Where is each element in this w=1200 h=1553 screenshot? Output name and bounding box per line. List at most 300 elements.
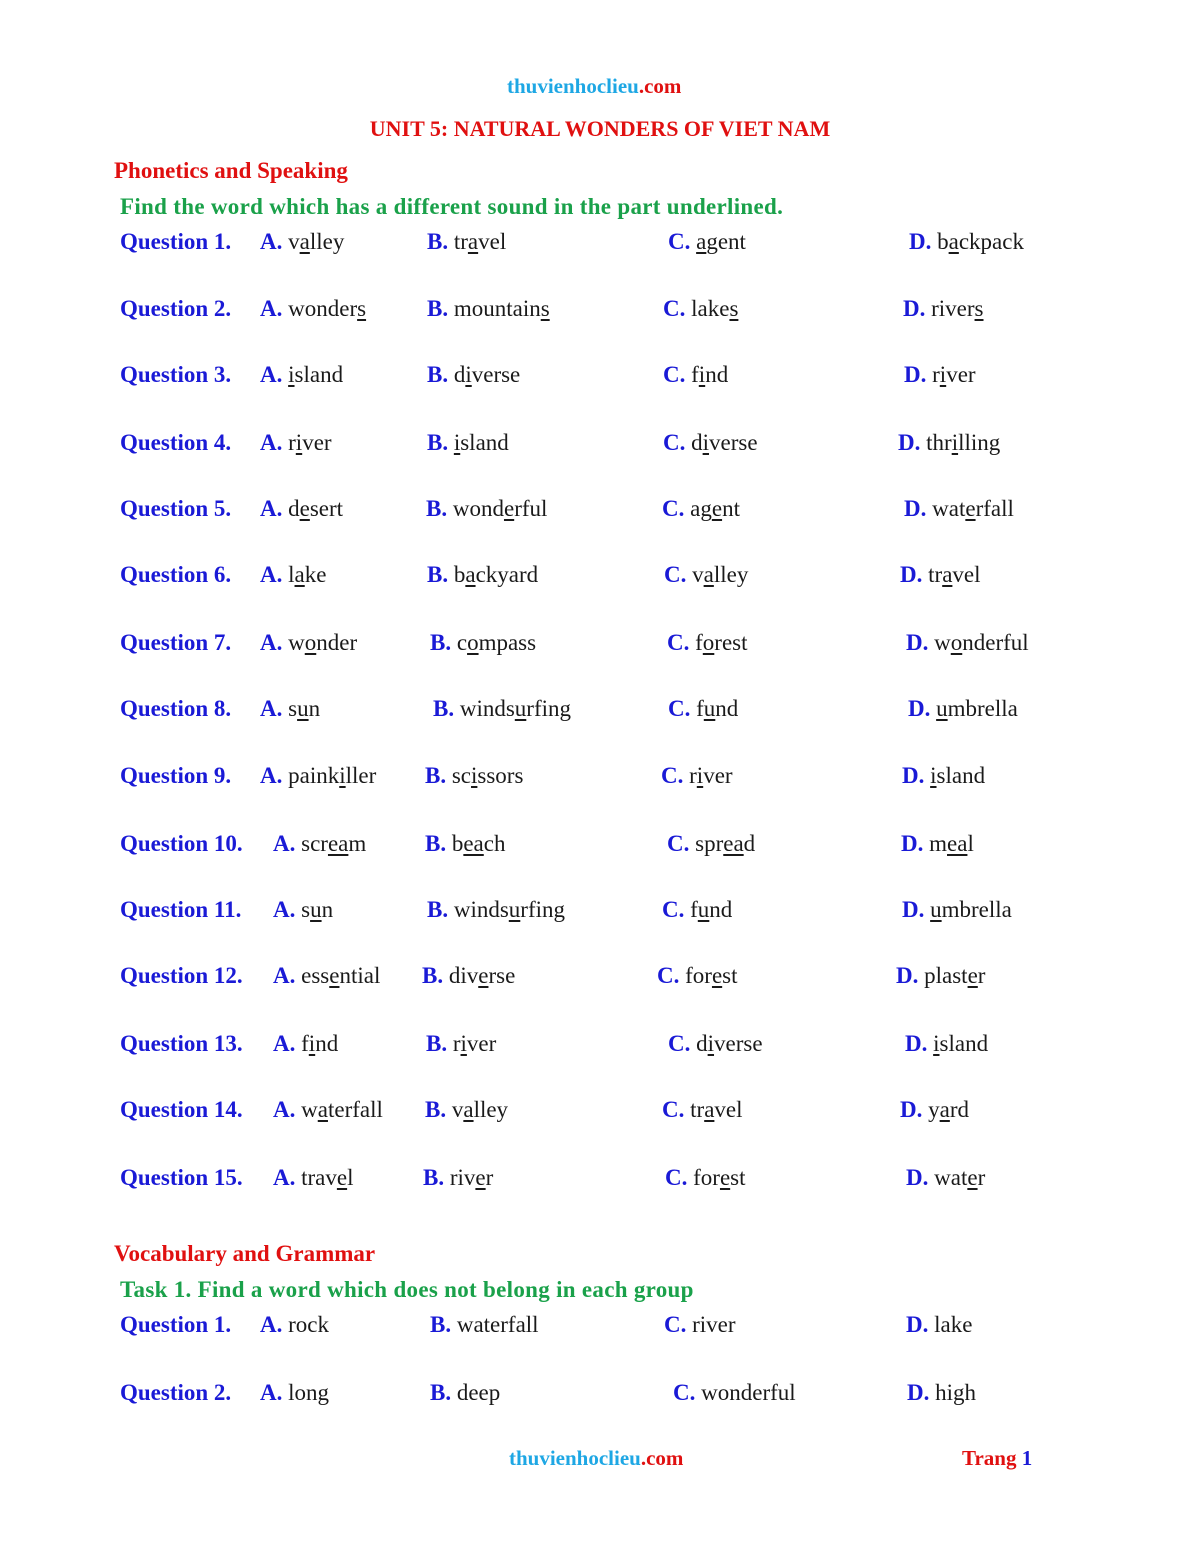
word-prefix: b	[451, 831, 464, 856]
option-word	[453, 496, 548, 521]
answer-option-a	[273, 831, 366, 857]
word-underlined-part: s	[729, 296, 739, 321]
word-underlined-part: ea	[947, 831, 968, 856]
section-heading-phonetics: Phonetics and Speaking	[114, 158, 348, 183]
header-site-name-part1: thuvienhoclieu	[507, 74, 639, 98]
word-suffix: n	[308, 696, 321, 721]
option-letter: A.	[273, 1165, 296, 1190]
answer-option-d	[902, 763, 985, 789]
word-prefix: c	[456, 630, 468, 655]
answer-option-c	[661, 763, 733, 789]
option-letter: C.	[663, 296, 686, 321]
word-prefix: wonder	[288, 296, 358, 321]
option-word	[685, 963, 737, 988]
answer-option-a	[260, 496, 343, 522]
word-underlined-part: e	[965, 496, 976, 521]
word-underlined-part: a	[704, 1097, 715, 1122]
option-letter: C.	[663, 430, 686, 455]
option-word	[454, 296, 550, 321]
word-underlined-part: a	[463, 1097, 474, 1122]
word-suffix: lley	[473, 1097, 509, 1122]
word-prefix: riv	[449, 1165, 476, 1190]
word-suffix: ckpack	[958, 229, 1024, 254]
option-word	[696, 229, 746, 254]
option-word	[288, 1380, 329, 1405]
answer-option-d	[900, 1097, 969, 1123]
option-word	[288, 296, 366, 321]
word-prefix: w	[934, 630, 951, 655]
option-letter: C.	[667, 630, 690, 655]
answer-option-b	[426, 496, 547, 522]
answer-option-d	[896, 963, 985, 989]
option-letter: A.	[273, 897, 296, 922]
word-prefix: ag	[690, 496, 712, 521]
word-suffix: rfing	[526, 696, 572, 721]
word-prefix: wat	[932, 496, 966, 521]
answer-option-d	[904, 496, 1014, 522]
word-underlined-part: i	[698, 362, 706, 387]
answer-option-a	[260, 763, 376, 789]
option-word	[690, 496, 740, 521]
word-underlined-part: u	[697, 897, 710, 922]
word-prefix: sc	[451, 763, 472, 788]
option-letter: C.	[668, 1031, 691, 1056]
option-word	[934, 1312, 972, 1337]
option-word	[288, 630, 357, 655]
word-underlined-part: s	[974, 296, 984, 321]
word-suffix: rest	[714, 630, 748, 655]
option-letter: A.	[260, 562, 283, 587]
word-prefix: rock	[288, 1312, 329, 1337]
word-underlined-part: i	[930, 763, 937, 788]
word-suffix: nderful	[962, 630, 1029, 655]
word-prefix: for	[693, 1165, 720, 1190]
word-suffix: n	[321, 897, 334, 922]
option-letter: C.	[668, 696, 691, 721]
question-label: Question 5.	[120, 496, 232, 521]
word-underlined-part: e	[967, 963, 978, 988]
word-prefix: wat	[934, 1165, 968, 1190]
option-word	[288, 763, 376, 788]
option-letter: A.	[260, 630, 283, 655]
option-word	[457, 1380, 500, 1405]
option-letter: B.	[423, 1165, 445, 1190]
option-letter: A.	[260, 1380, 283, 1405]
option-word	[460, 696, 571, 721]
option-word	[288, 562, 326, 587]
option-letter: A.	[260, 496, 283, 521]
word-underlined-part: e	[478, 963, 489, 988]
option-word	[926, 430, 1000, 455]
header-site-name	[507, 74, 681, 99]
word-prefix: m	[929, 831, 948, 856]
word-prefix: f	[696, 696, 704, 721]
answer-option-d	[906, 630, 1029, 656]
option-letter: D.	[896, 963, 919, 988]
option-letter: D.	[904, 496, 927, 521]
word-suffix: r	[977, 963, 986, 988]
option-letter: C.	[665, 1165, 688, 1190]
word-prefix: s	[288, 696, 298, 721]
option-letter: B.	[427, 897, 449, 922]
word-prefix: wond	[452, 496, 504, 521]
answer-option-a	[260, 630, 357, 656]
word-underlined-part: i	[308, 1031, 316, 1056]
word-suffix: mpass	[478, 630, 537, 655]
word-prefix: r	[452, 1031, 461, 1056]
option-letter: B.	[426, 496, 448, 521]
word-prefix: long	[288, 1380, 330, 1405]
answer-option-b	[423, 1165, 493, 1191]
word-underlined-part: a	[467, 229, 479, 254]
option-letter: B.	[433, 696, 455, 721]
answer-option-c	[664, 562, 748, 588]
option-word	[690, 897, 732, 922]
option-letter: B.	[427, 296, 449, 321]
option-word	[930, 763, 985, 788]
option-letter: C.	[661, 763, 684, 788]
word-prefix: r	[689, 763, 697, 788]
answer-option-a	[273, 1031, 338, 1057]
option-letter: C.	[657, 963, 680, 988]
word-underlined-part: i	[951, 430, 959, 455]
option-word	[452, 763, 524, 788]
word-underlined-part: o	[467, 630, 479, 655]
option-letter: D.	[900, 1097, 923, 1122]
question-label: Question 1.	[120, 229, 232, 254]
word-underlined-part: a	[948, 229, 959, 254]
answer-option-b	[427, 897, 565, 923]
answer-option-c	[665, 1165, 746, 1191]
option-letter: D.	[902, 897, 925, 922]
word-suffix: sland	[294, 362, 344, 387]
word-underlined-part: ea	[327, 831, 349, 856]
word-suffix: nd	[315, 1031, 339, 1056]
answer-option-d	[902, 897, 1012, 923]
word-suffix: verse	[709, 430, 758, 455]
option-letter: A.	[260, 763, 283, 788]
option-letter: D.	[898, 430, 921, 455]
option-letter: B.	[426, 1031, 448, 1056]
option-letter: C.	[668, 229, 691, 254]
word-suffix: st	[730, 1165, 746, 1190]
option-word	[691, 430, 757, 455]
word-prefix: v	[692, 562, 704, 587]
word-prefix: r	[288, 430, 296, 455]
word-prefix: b	[453, 562, 466, 587]
answer-option-c	[663, 296, 738, 322]
answer-option-b	[425, 831, 505, 857]
option-letter: A.	[273, 831, 296, 856]
word-prefix: d	[696, 1031, 708, 1056]
word-suffix: rful	[514, 496, 548, 521]
option-word	[937, 229, 1024, 254]
word-suffix: vel	[952, 562, 981, 587]
option-word	[457, 630, 536, 655]
word-suffix: verse	[714, 1031, 763, 1056]
page-number: 1	[1021, 1446, 1033, 1470]
word-underlined-part: e	[336, 1165, 348, 1190]
answer-option-d	[907, 1380, 976, 1406]
option-word	[934, 630, 1029, 655]
word-suffix: lley	[713, 562, 749, 587]
word-prefix: thr	[926, 430, 952, 455]
word-underlined-part: i	[939, 362, 947, 387]
option-word	[701, 1380, 796, 1405]
question-label: Question 1.	[120, 1312, 232, 1337]
word-prefix: river	[931, 296, 975, 321]
answer-option-d	[904, 362, 976, 388]
word-underlined-part: i	[295, 430, 303, 455]
word-underlined-part: i	[460, 1031, 467, 1056]
option-word	[931, 296, 983, 321]
word-prefix: spr	[695, 831, 724, 856]
word-suffix: verse	[471, 362, 521, 387]
question-label: Question 9.	[120, 763, 232, 788]
word-prefix: ess	[301, 963, 330, 988]
word-prefix: l	[288, 562, 295, 587]
option-letter: B.	[430, 630, 452, 655]
answer-option-a	[260, 362, 343, 388]
word-underlined-part: a	[317, 1097, 328, 1122]
option-letter: D.	[909, 229, 932, 254]
option-letter: B.	[427, 362, 449, 387]
word-suffix: m	[348, 831, 367, 856]
answer-option-a	[273, 897, 333, 923]
word-prefix: lake	[934, 1312, 973, 1337]
answer-option-b	[427, 562, 538, 588]
word-prefix: mountain	[453, 296, 541, 321]
word-prefix: f	[691, 362, 699, 387]
option-word	[696, 1031, 762, 1056]
word-suffix: l	[967, 831, 974, 856]
question-label: Question 7.	[120, 630, 232, 655]
option-word	[301, 1031, 338, 1056]
word-suffix: st	[722, 963, 738, 988]
option-letter: B.	[425, 831, 447, 856]
option-word	[452, 1097, 508, 1122]
option-word	[693, 1165, 745, 1190]
word-underlined-part: u	[936, 696, 948, 721]
word-underlined-part: i	[702, 430, 710, 455]
answer-option-d	[906, 1165, 985, 1191]
option-letter: A.	[260, 296, 283, 321]
answer-option-b	[425, 1097, 508, 1123]
option-word	[695, 831, 755, 856]
word-underlined-part: ea	[723, 831, 744, 856]
word-prefix: r	[932, 362, 940, 387]
word-prefix: winds	[453, 897, 509, 922]
answer-option-a	[260, 1312, 329, 1338]
option-word	[288, 696, 320, 721]
answer-option-d	[901, 831, 974, 857]
question-label: Question 12.	[120, 963, 243, 988]
word-prefix: v	[451, 1097, 464, 1122]
option-letter: A.	[273, 1031, 296, 1056]
word-underlined-part: e	[711, 963, 723, 988]
option-letter: D.	[904, 362, 927, 387]
word-prefix: plast	[924, 963, 968, 988]
answer-option-c	[668, 229, 746, 255]
option-letter: A.	[260, 696, 283, 721]
word-prefix: paink	[288, 763, 340, 788]
word-prefix: river	[692, 1312, 736, 1337]
option-letter: D.	[905, 1031, 928, 1056]
answer-option-c	[668, 696, 738, 722]
answer-option-a	[260, 229, 344, 255]
word-underlined-part: a	[942, 562, 953, 587]
option-letter: A.	[260, 362, 283, 387]
option-letter: C.	[662, 496, 685, 521]
option-letter: A.	[273, 1097, 296, 1122]
word-prefix: d	[453, 362, 466, 387]
answer-option-b	[430, 1380, 500, 1406]
header-site-name-part2: .com	[638, 74, 682, 98]
option-word	[932, 362, 975, 387]
word-underlined-part: o	[304, 630, 317, 655]
word-underlined-part: u	[508, 897, 521, 922]
option-letter: D.	[906, 630, 929, 655]
answer-option-c	[673, 1380, 796, 1406]
option-word	[449, 963, 515, 988]
word-suffix: ver	[302, 430, 332, 455]
word-underlined-part: i	[339, 763, 346, 788]
option-letter: B.	[430, 1312, 452, 1337]
answer-option-c	[662, 897, 732, 923]
word-prefix: b	[937, 229, 949, 254]
word-underlined-part: e	[719, 1165, 731, 1190]
word-underlined-part: a	[299, 229, 310, 254]
answer-option-c	[657, 963, 738, 989]
instruction-task1: Task 1. Find a word which does not belong in each group	[120, 1277, 694, 1302]
word-suffix: lling	[958, 430, 1001, 455]
option-letter: D.	[908, 696, 931, 721]
answer-option-d	[906, 1312, 972, 1338]
question-label: Question 2.	[120, 296, 232, 321]
word-suffix: nd	[715, 696, 739, 721]
option-word	[928, 562, 980, 587]
option-word	[288, 430, 331, 455]
answer-option-d	[898, 430, 1000, 456]
word-underlined-part: i	[933, 1031, 940, 1056]
word-prefix: high	[935, 1380, 977, 1405]
option-word	[695, 630, 747, 655]
word-underlined-part: s	[540, 296, 550, 321]
option-word	[936, 696, 1018, 721]
answer-option-d	[905, 1031, 988, 1057]
question-label: Question 2.	[120, 1380, 232, 1405]
option-word	[932, 496, 1014, 521]
option-letter: C.	[667, 831, 690, 856]
word-prefix: tr	[690, 1097, 705, 1122]
word-suffix: mbrella	[947, 696, 1018, 721]
option-letter: D.	[902, 763, 925, 788]
answer-option-b	[427, 430, 509, 456]
word-underlined-part: a	[294, 562, 305, 587]
option-word	[696, 696, 738, 721]
word-suffix: r	[977, 1165, 986, 1190]
option-word	[692, 562, 748, 587]
word-prefix: wonderful	[701, 1380, 796, 1405]
word-underlined-part: i	[288, 362, 295, 387]
option-letter: B.	[427, 229, 449, 254]
word-suffix: nd	[709, 897, 733, 922]
option-word	[301, 1165, 353, 1190]
answer-option-a	[273, 1097, 383, 1123]
word-underlined-part: e	[711, 496, 723, 521]
answer-option-d	[903, 296, 984, 322]
word-suffix: sert	[309, 496, 344, 521]
option-letter: D.	[906, 1312, 929, 1337]
answer-option-b	[430, 630, 536, 656]
word-underlined-part: o	[702, 630, 715, 655]
word-suffix: terfall	[327, 1097, 383, 1122]
option-word	[288, 362, 343, 387]
word-prefix: w	[288, 630, 305, 655]
word-underlined-part: e	[475, 1165, 486, 1190]
word-suffix: ckyard	[475, 562, 539, 587]
word-suffix: nt	[722, 496, 740, 521]
option-word	[929, 831, 974, 856]
word-prefix: f	[690, 897, 698, 922]
word-suffix: sland	[936, 763, 986, 788]
answer-option-c	[662, 1097, 743, 1123]
word-prefix: trav	[301, 1165, 337, 1190]
answer-option-a	[260, 430, 332, 456]
word-prefix: deep	[456, 1380, 501, 1405]
word-suffix: nd	[705, 362, 729, 387]
word-prefix: tr	[928, 562, 943, 587]
option-word	[934, 1165, 985, 1190]
word-suffix: r	[485, 1165, 494, 1190]
option-word	[454, 562, 538, 587]
option-word	[288, 496, 343, 521]
answer-option-b	[425, 763, 523, 789]
instruction-phonetics: Find the word which has a different sound in the part underlined.	[120, 194, 784, 219]
word-suffix: ssors	[477, 763, 524, 788]
word-underlined-part: u	[297, 696, 309, 721]
page-title: UNIT 5: NATURAL WONDERS OF VIET NAM	[369, 116, 831, 141]
option-letter: C.	[662, 1097, 685, 1122]
answer-option-a	[260, 562, 326, 588]
option-letter: C.	[664, 1312, 687, 1337]
option-word	[301, 1097, 383, 1122]
word-underlined-part: e	[329, 963, 340, 988]
option-letter: A.	[260, 1312, 283, 1337]
word-suffix: rfing	[520, 897, 566, 922]
answer-option-b	[433, 696, 571, 722]
word-underlined-part: i	[707, 1031, 715, 1056]
option-letter: D.	[906, 1165, 929, 1190]
page-indicator	[962, 1446, 1032, 1471]
answer-option-d	[908, 696, 1018, 722]
answer-option-c	[664, 1312, 736, 1338]
answer-option-d	[909, 229, 1024, 255]
option-word	[924, 963, 985, 988]
option-letter: C.	[664, 562, 687, 587]
option-word	[454, 362, 520, 387]
word-underlined-part: u	[514, 696, 527, 721]
option-letter: A.	[260, 430, 283, 455]
word-underlined-part: ea	[463, 831, 484, 856]
option-word	[288, 229, 344, 254]
answer-option-a	[260, 696, 320, 722]
answer-option-a	[273, 963, 380, 989]
option-letter: B.	[427, 430, 449, 455]
option-word	[690, 1097, 742, 1122]
option-word	[450, 1165, 493, 1190]
question-label: Question 11.	[120, 897, 242, 922]
